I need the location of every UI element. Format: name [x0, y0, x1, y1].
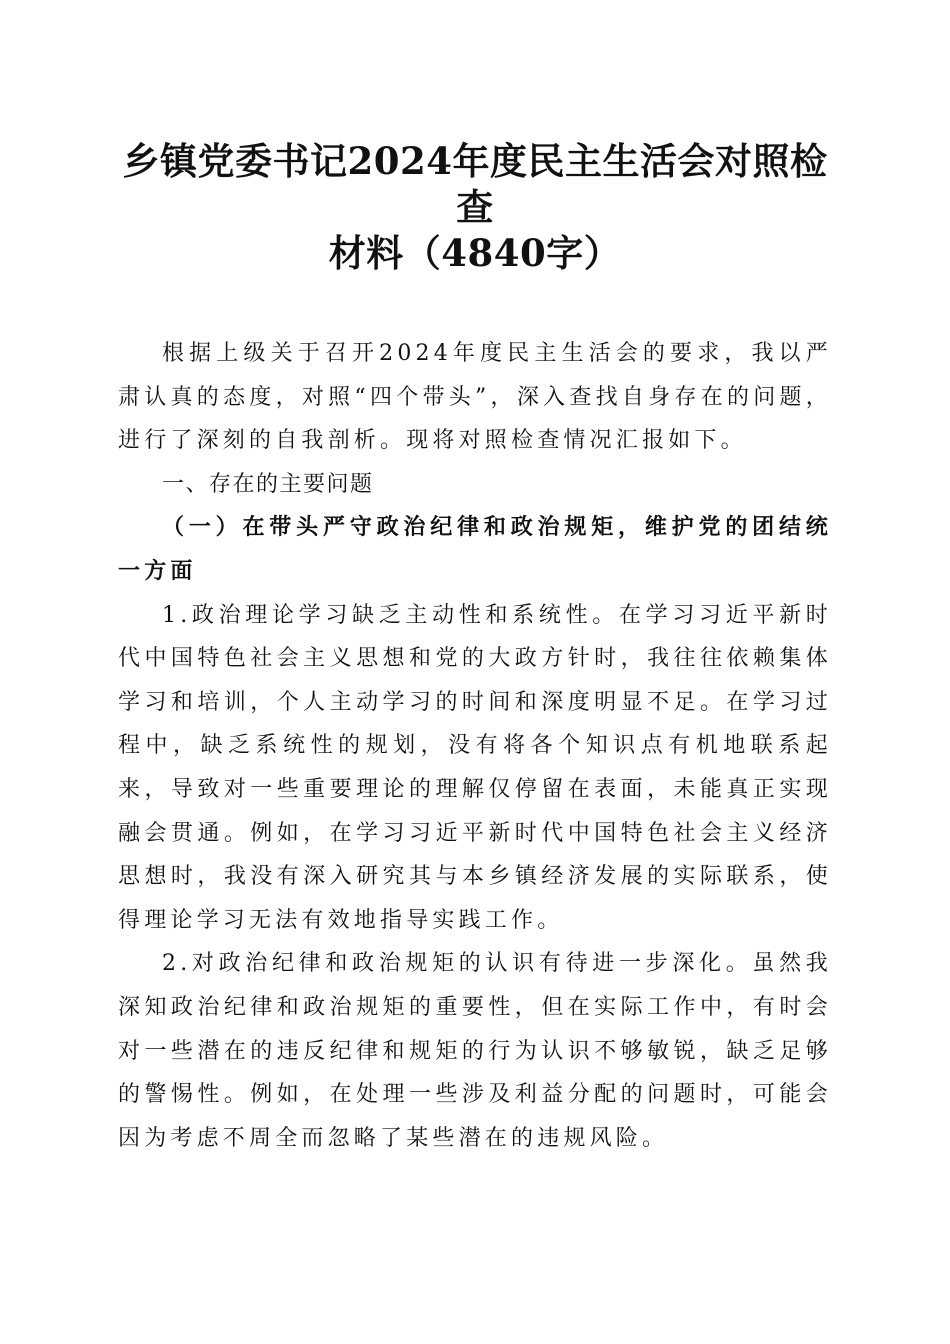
subsection-heading-political-discipline: （一）在带头严守政治纪律和政治规矩，维护党的团结统一方面	[118, 514, 832, 584]
document-title	[118, 138, 832, 276]
section-heading-main-problems: 一、存在的主要问题	[162, 471, 374, 497]
item-paragraph-2: 2.对政治纪律和政治规矩的认识有待进一步深化。虽然我深知政治纪律和政治规矩的重要性，但在实际工作中，有时会对一些潜在的违反纪律和规矩的行为认识不够敏锐，缺乏足够的警惕性。例如，在处理一些涉及利益分配的问题时，可能会因为考虑不周全而忽略了某些潜在的违规风险。	[118, 951, 832, 1151]
document-title-line-1: 乡镇党委书记2024年度民主生活会对照检查	[122, 139, 828, 229]
document-title-line-2: 材料（4840字）	[328, 231, 622, 275]
intro-paragraph: 根据上级关于召开2024年度民主生活会的要求，我以严肃认真的态度，对照“四个带头”，深入查找自身存在的问题，进行了深刻的自我剖析。现将对照检查情况汇报如下。	[118, 341, 832, 454]
item-paragraph-1: 1.政治理论学习缺乏主动性和系统性。在学习习近平新时代中国特色社会主义思想和党的大政方针时，我往往依赖集体学习和培训，个人主动学习的时间和深度明显不足。在学习过程中，缺乏系统性的规划，没有将各个知识点有机地联系起来，导致对一些重要理论的理解仅停留在表面，未能真正实现融会贯通。例如，在学习习近平新时代中国特色社会主义经济思想时，我没有深入研究其与本乡镇经济发展的实际联系，使得理论学习无法有效地指导实践工作。	[118, 602, 832, 933]
